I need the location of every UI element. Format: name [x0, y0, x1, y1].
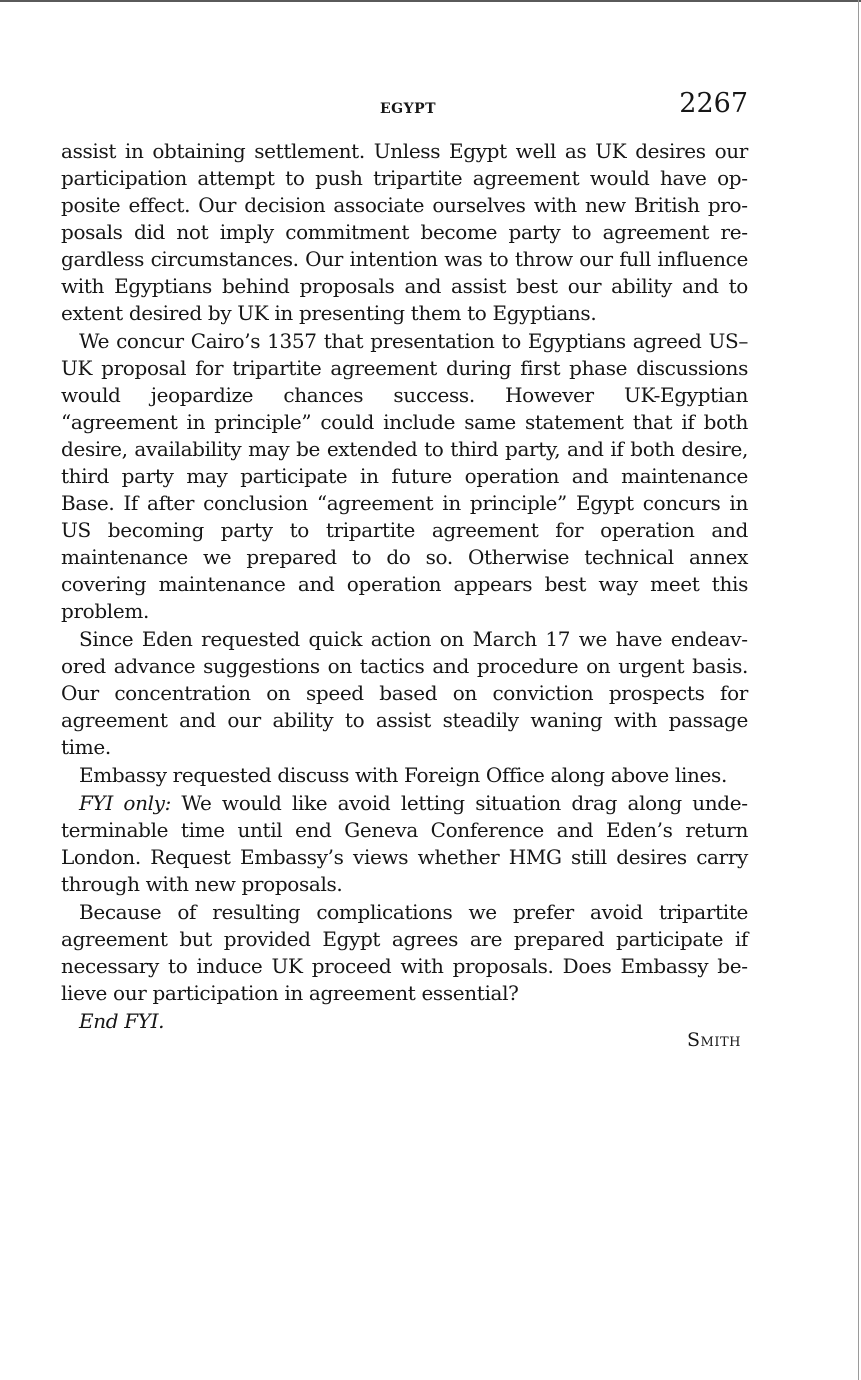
signature: Smith [687, 1029, 741, 1051]
document-body [61, 138, 748, 1036]
paragraph-2: We concur Cairo’s 1357 that presentation to Egyptians agreed US–UK proposal for tripartite agreement during first phase discussions would jeopardize chances success. However UK-Egyptian “agreement in principle” could include same statement that if both desire, availability may be extended to third party, and if both desire, third party may participate in future operation and maintenance Base. If after conclusion “agreement in principle” Egypt concurs in US becoming party to tripartite agreement for operation and maintenance we prepared to do so. Otherwise technical annex covering maintenance and operation appears best way meet this problem. [61, 329, 748, 623]
paragraph-4: Embassy requested discuss with Foreign Office along above lines. [79, 763, 727, 787]
paragraph-7 [61, 1008, 748, 1035]
page-number: 2267 [679, 88, 748, 119]
paragraph-5 [61, 790, 748, 898]
page-right-edge [858, 0, 859, 1380]
paragraph-1: assist in obtaining settlement. Unless Egypt well as UK desires our participation attempt to push tripartite agreement would have opposite effect. Our decision associate ourselves with new British proposals did not imply commitment become party to agreement regardless circumstances. Our intention was to throw our full influence with Egyptians behind proposals and assist best our ability and to extent desired by UK in presenting them to Egyptians. [61, 139, 748, 325]
paragraph-3: Since Eden requested quick action on March 17 we have endeavored advance suggestions on tactics and procedure on urgent basis. Our concentration on speed based on conviction prospects for agreement and our ability to assist steadily waning with passage time. [61, 627, 748, 759]
page-top-edge [0, 0, 861, 2]
fyi-label: FYI only: [79, 791, 171, 815]
end-fyi: End FYI. [79, 1009, 165, 1033]
paragraph-5-text: We would like avoid letting situation drag along undeterminable time until end Geneva Conference and Eden’s return London. Request Embassy’s views whether HMG still desires carry through with new proposals. [61, 791, 748, 896]
running-head: EGYPT [380, 101, 437, 117]
paragraph-6: Because of resulting complications we prefer avoid tripartite agreement but provided Egypt agrees are prepared participate if necessary to induce UK proceed with proposals. Does Embassy believe our participation in agreement essential? [61, 900, 748, 1005]
